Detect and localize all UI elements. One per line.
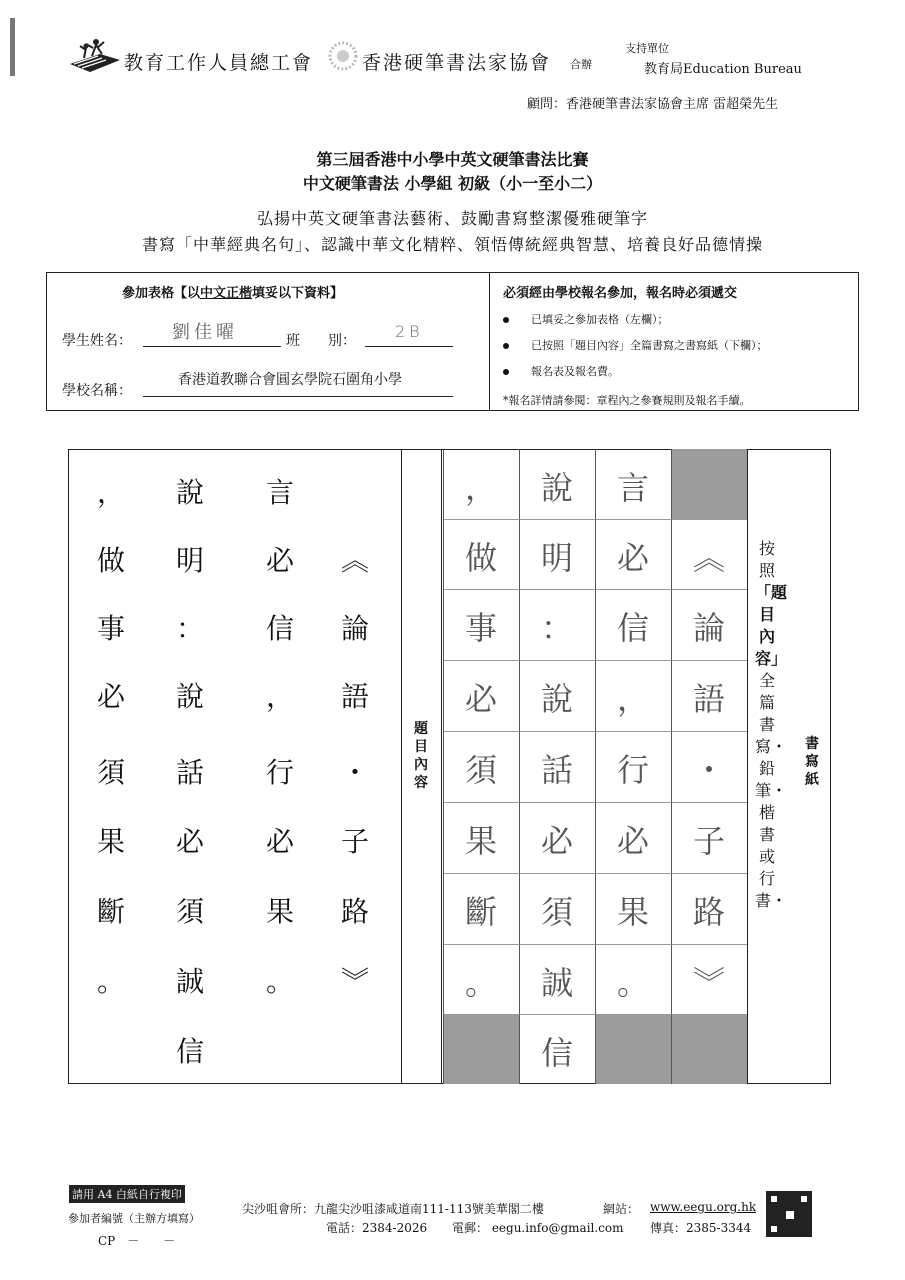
student-name-value[interactable]: 劉佳曜 bbox=[172, 322, 238, 343]
prompt-char: 信 bbox=[265, 612, 294, 645]
prompt-char: 說 bbox=[175, 476, 204, 509]
handwritten-char[interactable]: 子 bbox=[692, 822, 725, 860]
grid-cell bbox=[595, 1014, 671, 1084]
prompt-char: 事 bbox=[96, 612, 125, 645]
requirement-item: 已填妥之參加表格（左欄）； bbox=[503, 311, 669, 327]
category-title: 中文硬筆書法 小學組 初級（小一至小二） bbox=[302, 174, 603, 193]
handwritten-char[interactable]: 必 bbox=[464, 680, 497, 718]
student-name-line bbox=[143, 346, 281, 347]
prompt-char: 須 bbox=[96, 756, 125, 789]
handwritten-char[interactable]: 語 bbox=[692, 680, 725, 718]
prompt-char: 信 bbox=[175, 1035, 204, 1068]
handwritten-char[interactable]: 信 bbox=[540, 1034, 573, 1072]
handwritten-char[interactable]: ・ bbox=[692, 751, 725, 789]
prompt-char: 果 bbox=[265, 895, 294, 928]
handwritten-char[interactable]: 必 bbox=[616, 539, 649, 577]
support-org: 教育局Education Bureau bbox=[644, 62, 802, 77]
grid-cell bbox=[671, 1014, 747, 1084]
requirements-note: *報名詳情請參閱：章程內之參賽規則及報名手續。 bbox=[503, 394, 751, 407]
bullet-icon bbox=[503, 343, 509, 349]
handwritten-char[interactable]: 做 bbox=[464, 539, 497, 577]
handwritten-char[interactable]: ， bbox=[464, 469, 497, 507]
school-value[interactable]: 香港道教聯合會圓玄學院石圍角小學 bbox=[178, 372, 402, 388]
requirements-heading: 必須經由學校報名參加，報名時必須遞交 bbox=[503, 286, 738, 301]
competition-title: 第三屆香港中小學中英文硬筆書法比賽 bbox=[316, 150, 589, 169]
prompt-title-char: ・ bbox=[340, 756, 369, 789]
qr-code-icon[interactable] bbox=[766, 1191, 812, 1237]
instruction-divider bbox=[747, 449, 748, 1084]
prompt-char: 果 bbox=[96, 825, 125, 858]
form-heading: 參加表格【以中文正楷填妥以下資料】 bbox=[122, 286, 344, 301]
writing-instruction: 按照 「題目內容」 全篇書寫・鉛筆・楷書或行書・ bbox=[755, 539, 788, 910]
prompt-title-char: ︾ bbox=[340, 965, 369, 998]
participant-number-label: 參加者編號（主辦方填寫） bbox=[68, 1212, 200, 1225]
prompt-char: 話 bbox=[175, 756, 204, 789]
prompt-char: 誠 bbox=[175, 965, 204, 998]
handwritten-char[interactable]: 。 bbox=[616, 964, 649, 1002]
requirement-item: 已按照「題目內容」全篇書寫之書寫紙（下欄）； bbox=[503, 337, 768, 353]
phone: 電話：2384-2026 bbox=[326, 1221, 428, 1235]
handwritten-char[interactable]: 果 bbox=[616, 893, 649, 931]
prompt-char: 斷 bbox=[96, 895, 125, 928]
prompt-char: 做 bbox=[96, 544, 125, 577]
prompt-char: 明 bbox=[175, 544, 204, 577]
email[interactable]: 電郵： eegu.info@gmail.com bbox=[452, 1221, 624, 1235]
prompt-char: 必 bbox=[96, 680, 125, 713]
slogan-1: 弘揚中英文硬筆書法藝術、鼓勵書寫整潔優雅硬筆字 bbox=[256, 209, 648, 228]
student-name-label: 學生姓名： bbox=[62, 333, 132, 349]
handwritten-char[interactable]: ， bbox=[616, 680, 649, 718]
grid-cell bbox=[443, 1014, 519, 1084]
website-link[interactable]: www.eegu.org.hk bbox=[650, 1200, 757, 1214]
school-line bbox=[143, 396, 453, 397]
org-hk-calligraphy: 香港硬筆書法家協會 bbox=[362, 52, 552, 74]
handwritten-char[interactable]: 說 bbox=[540, 680, 573, 718]
handwritten-char[interactable]: 果 bbox=[464, 822, 497, 860]
slogan-2: 書寫「中華經典名句」、認識中華文化精粹、領悟傳統經典智慧、培養良好品德情操 bbox=[141, 235, 763, 254]
bullet-icon bbox=[503, 317, 509, 323]
handwritten-char[interactable]: 路 bbox=[692, 893, 725, 931]
hk-calligraphy-logo bbox=[326, 40, 360, 72]
class-line bbox=[365, 346, 453, 347]
prompt-char: 言 bbox=[265, 476, 294, 509]
scan-edge-mark bbox=[10, 18, 15, 76]
handwritten-char[interactable]: ︽ bbox=[692, 539, 725, 577]
prompt-char: 說 bbox=[175, 680, 204, 713]
prompt-title-char: 語 bbox=[340, 680, 369, 713]
org-eegu: 教育工作人員總工會 bbox=[124, 52, 314, 74]
prompt-char: ， bbox=[96, 476, 125, 509]
bullet-icon bbox=[503, 369, 509, 375]
handwritten-char[interactable]: 明 bbox=[540, 539, 573, 577]
website-label: 網站： bbox=[603, 1202, 640, 1216]
handwritten-char[interactable]: 。 bbox=[464, 964, 497, 1002]
handwritten-char[interactable]: 信 bbox=[616, 609, 649, 647]
handwritten-char[interactable]: 必 bbox=[540, 822, 573, 860]
support-label: 支持單位 bbox=[625, 42, 669, 55]
joint-label: 合辦 bbox=[570, 58, 592, 71]
prompt-char: 行 bbox=[265, 756, 294, 789]
prompt-title-char: 子 bbox=[340, 825, 369, 858]
grid-cell bbox=[671, 449, 747, 519]
writing-paper-label: 書寫紙 bbox=[805, 736, 819, 788]
prompt-char: 。 bbox=[265, 965, 294, 998]
prompt-char: ： bbox=[175, 612, 204, 645]
prompt-char: 。 bbox=[96, 965, 125, 998]
handwritten-char[interactable]: 話 bbox=[540, 751, 573, 789]
handwritten-char[interactable]: 行 bbox=[616, 751, 649, 789]
class-value[interactable]: 2B bbox=[395, 322, 424, 341]
label-divider-left bbox=[401, 449, 402, 1084]
prompt-char: 必 bbox=[175, 825, 204, 858]
address: 尖沙咀會所：九龍尖沙咀漆咸道南111-113號美華閣二樓 bbox=[242, 1202, 544, 1216]
handwritten-char[interactable]: 須 bbox=[464, 751, 497, 789]
print-note: 請用 A4 白紙自行複印 bbox=[69, 1185, 185, 1203]
fax: 傳真：2385-3344 bbox=[650, 1221, 752, 1235]
prompt-title-char: ︽ bbox=[340, 544, 369, 577]
prompt-char: 須 bbox=[175, 895, 204, 928]
label-divider-right bbox=[441, 449, 442, 1084]
prompt-char: 必 bbox=[265, 825, 294, 858]
handwritten-char[interactable]: 須 bbox=[540, 893, 573, 931]
participant-number[interactable]: CP － － bbox=[98, 1234, 176, 1248]
prompt-char: 必 bbox=[265, 544, 294, 577]
class-label: 班 別： bbox=[286, 333, 356, 349]
handwritten-char[interactable]: 誠 bbox=[540, 964, 573, 1002]
handwritten-char[interactable]: 論 bbox=[692, 609, 725, 647]
prompt-label: 題目內容 bbox=[414, 721, 428, 791]
school-label: 學校名稱： bbox=[62, 383, 132, 399]
prompt-char: ， bbox=[265, 680, 294, 713]
handwritten-char[interactable]: 事 bbox=[464, 609, 497, 647]
handwritten-char[interactable]: 言 bbox=[616, 469, 649, 507]
prompt-title-char: 論 bbox=[340, 612, 369, 645]
prompt-title-char: 路 bbox=[340, 895, 369, 928]
handwritten-char[interactable]: 必 bbox=[616, 822, 649, 860]
form-divider bbox=[489, 272, 490, 411]
handwritten-char[interactable]: 斷 bbox=[464, 893, 497, 931]
eegu-logo bbox=[66, 34, 124, 76]
handwritten-char[interactable]: ： bbox=[540, 609, 573, 647]
handwritten-char[interactable]: ︾ bbox=[692, 964, 725, 1002]
handwritten-char[interactable]: 說 bbox=[540, 469, 573, 507]
requirement-item: 報名表及報名費。 bbox=[503, 363, 619, 379]
advisor-line: 顧問：香港硬筆書法家協會主席 雷超榮先生 bbox=[527, 97, 779, 112]
